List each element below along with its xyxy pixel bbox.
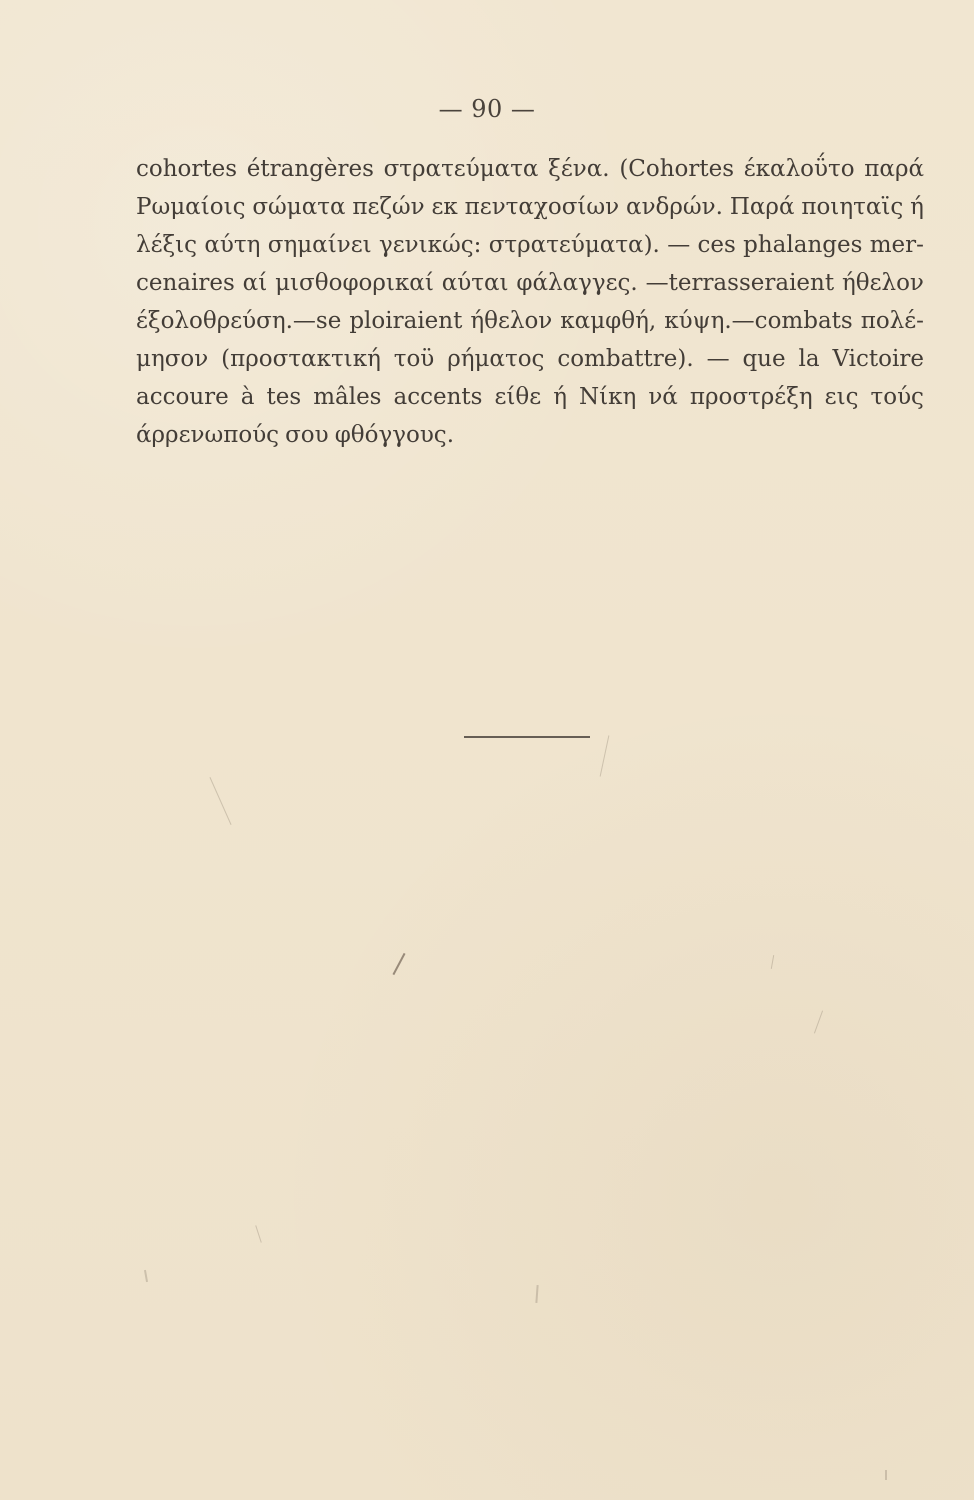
word: phalanges bbox=[743, 232, 863, 258]
text-line-1 bbox=[136, 150, 924, 188]
word: παρά bbox=[864, 156, 924, 182]
word: κύψη.—combats bbox=[664, 308, 853, 334]
word: έκαλοΰτο bbox=[743, 156, 855, 182]
text-line-3 bbox=[136, 226, 924, 264]
word: είθε bbox=[494, 384, 542, 410]
word: (προστακτική bbox=[221, 346, 381, 372]
word: πολέ- bbox=[860, 308, 924, 334]
word: έξολοθρεύση.—se bbox=[136, 308, 342, 334]
word: άρρενωπούς bbox=[136, 422, 280, 448]
word: τοϋ bbox=[393, 346, 435, 372]
word: ces bbox=[697, 232, 736, 258]
word: σημαίνει bbox=[267, 232, 372, 258]
word: étrangères bbox=[246, 156, 374, 182]
word: cohortes bbox=[136, 156, 238, 182]
paper-mark bbox=[600, 735, 610, 776]
paper-mark bbox=[209, 777, 231, 825]
word: φάλαγγες. bbox=[516, 270, 638, 296]
word: εις bbox=[824, 384, 859, 410]
word: — bbox=[706, 346, 730, 372]
word: λέξις bbox=[136, 232, 198, 258]
word: ανδρών. bbox=[626, 194, 723, 220]
word: — bbox=[667, 232, 691, 258]
word: γενικώς: bbox=[378, 232, 482, 258]
word: combattre). bbox=[557, 346, 694, 372]
word: σώματα bbox=[252, 194, 346, 220]
word: tes bbox=[266, 384, 302, 410]
word: αύται bbox=[441, 270, 509, 296]
word: Ρωμαίοις bbox=[136, 194, 246, 220]
word: μισθοφορικαί bbox=[275, 270, 434, 296]
word: la bbox=[798, 346, 820, 372]
word: μησον bbox=[136, 346, 209, 372]
word: ploiraient bbox=[349, 308, 463, 334]
annotation-text bbox=[136, 150, 924, 454]
word: φθόγγους. bbox=[334, 422, 454, 448]
word: ήθελον bbox=[470, 308, 553, 334]
word: Παρά bbox=[729, 194, 795, 220]
word: ποιηταϊς bbox=[801, 194, 904, 220]
ink-mark bbox=[392, 953, 405, 975]
word: à bbox=[240, 384, 255, 410]
word: ήθελον bbox=[841, 270, 924, 296]
word: πεζών bbox=[352, 194, 425, 220]
word: προστρέξη bbox=[689, 384, 813, 410]
word: Νίκη bbox=[578, 384, 637, 410]
text-line-4 bbox=[136, 264, 924, 302]
word: ή bbox=[553, 384, 567, 410]
word: mer- bbox=[869, 232, 924, 258]
word: στρατεύματα bbox=[383, 156, 539, 182]
word: ρήματος bbox=[447, 346, 545, 372]
text-line-5 bbox=[136, 302, 924, 340]
word: σου bbox=[285, 422, 329, 448]
word: νά bbox=[648, 384, 678, 410]
word: que bbox=[742, 346, 786, 372]
text-line-6 bbox=[136, 340, 924, 378]
word: ξένα. bbox=[548, 156, 610, 182]
word: cenaires bbox=[136, 270, 235, 296]
word: αί bbox=[242, 270, 268, 296]
paper-mark bbox=[885, 1470, 887, 1480]
word: mâles bbox=[313, 384, 382, 410]
paper-mark bbox=[144, 1270, 148, 1282]
word: εκ bbox=[431, 194, 458, 220]
paper-mark bbox=[771, 955, 774, 969]
word: Victoire bbox=[832, 346, 924, 372]
word: accoure bbox=[136, 384, 229, 410]
word: στρατεύματα). bbox=[488, 232, 660, 258]
text-line-7 bbox=[136, 378, 924, 416]
word: (Cohortes bbox=[619, 156, 735, 182]
text-line-8 bbox=[136, 416, 454, 454]
paper-mark bbox=[814, 1011, 823, 1034]
word: αύτη bbox=[204, 232, 261, 258]
text-line-2 bbox=[136, 188, 924, 226]
paper-mark bbox=[255, 1225, 262, 1242]
paper-mark bbox=[535, 1285, 538, 1303]
word: καμφθή, bbox=[560, 308, 657, 334]
separator-rule bbox=[464, 736, 590, 738]
word: accents bbox=[393, 384, 483, 410]
word: τούς bbox=[870, 384, 924, 410]
word: —terrasseraient bbox=[645, 270, 835, 296]
word: ή bbox=[910, 194, 924, 220]
word: πενταχοσίων bbox=[464, 194, 620, 220]
page-number: — 90 — bbox=[438, 95, 536, 123]
